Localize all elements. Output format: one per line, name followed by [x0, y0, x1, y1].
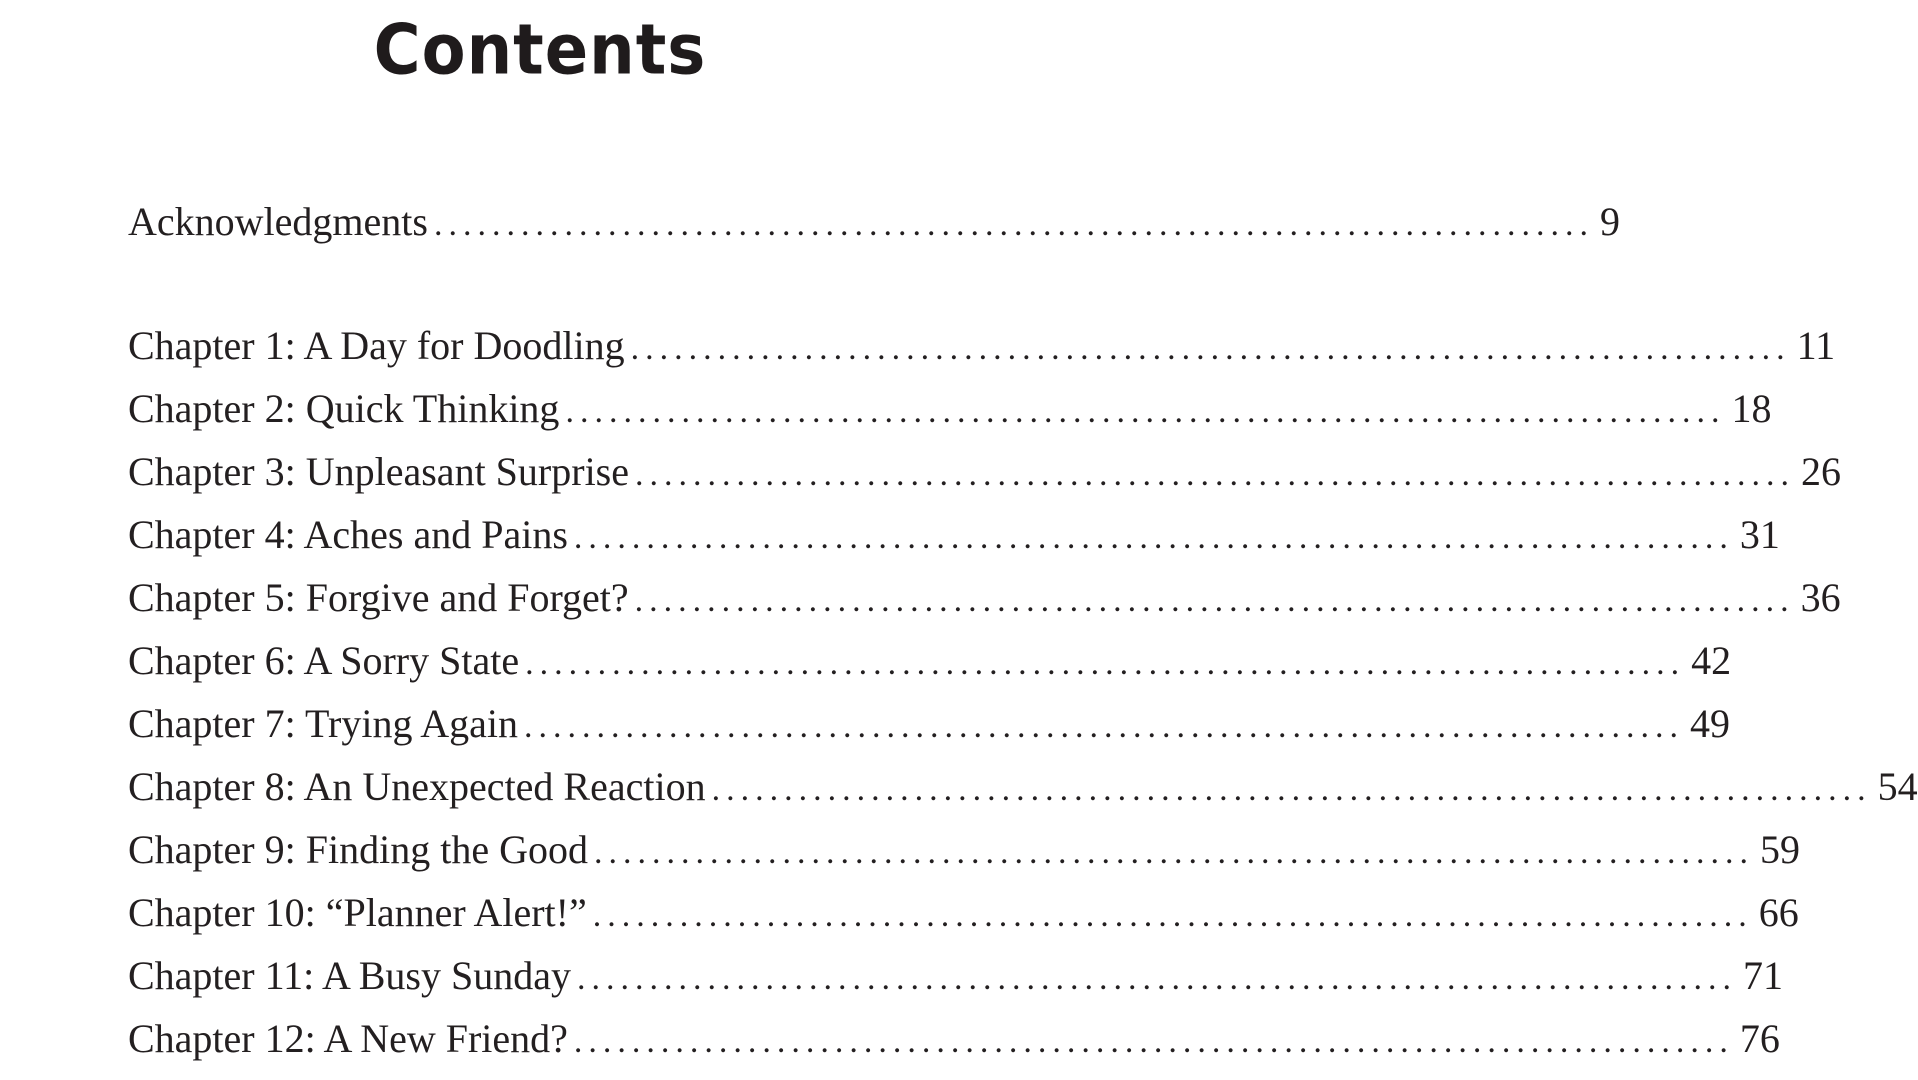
toc-entry	[128, 196, 1620, 259]
toc-entry-label: Chapter 5: Forgive and Forget?	[128, 575, 629, 620]
toc-entry	[128, 446, 1841, 509]
toc-entry-label: Chapter 6: A Sorry State	[128, 638, 520, 683]
dot-leader: ................................................................................	[524, 708, 1685, 745]
page-title: Contents	[373, 11, 707, 91]
dot-leader: ................................................................................	[565, 393, 1726, 430]
toc-entry-label: Chapter 3: Unpleasant Surprise	[128, 449, 629, 494]
toc-entry	[128, 635, 1732, 698]
dot-leader: ................................................................................	[630, 330, 1791, 367]
toc-entry-page: 49	[1690, 701, 1731, 746]
toc-entry-page: 59	[1759, 827, 1800, 872]
dot-leader: ................................................................................	[711, 771, 1872, 808]
toc-entry-page: 42	[1691, 638, 1732, 683]
toc-entry-page: 9	[1599, 199, 1620, 244]
toc-entry	[128, 950, 1783, 1013]
toc-entry-page: 26	[1801, 449, 1841, 494]
front-matter-list	[128, 196, 1620, 259]
dot-leader: ................................................................................	[573, 1023, 1734, 1060]
toc-entry-label: Chapter 7: Trying Again	[128, 701, 519, 746]
toc-entry-page: 71	[1742, 953, 1783, 998]
toc-entry	[128, 383, 1772, 446]
toc-entry-page: 18	[1731, 386, 1772, 431]
toc-entry-page: 76	[1739, 1016, 1780, 1061]
toc-entry	[128, 572, 1841, 635]
toc-entry-page: 31	[1739, 512, 1780, 557]
dot-leader: ................................................................................	[634, 582, 1795, 619]
toc-entry	[128, 761, 1918, 824]
toc-entry	[128, 1013, 1780, 1076]
toc-entry-label: Chapter 10: “Planner Alert!”	[128, 890, 587, 935]
dot-leader: ................................................................................	[433, 206, 1594, 243]
toc-entry-label: Chapter 12: A New Friend?	[128, 1016, 568, 1061]
dot-leader: ................................................................................	[593, 834, 1754, 871]
chapter-list	[128, 320, 1918, 1076]
toc-entry-label: Chapter 9: Finding the Good	[128, 827, 588, 872]
toc-entry-label: Chapter 2: Quick Thinking	[128, 386, 560, 431]
dot-leader: ................................................................................	[525, 645, 1686, 682]
toc-entry-label: Chapter 4: Aches and Pains	[128, 512, 568, 557]
dot-leader: ................................................................................	[635, 456, 1795, 493]
toc-entry	[128, 320, 1836, 383]
toc-entry-label: Chapter 11: A Busy Sunday	[128, 953, 571, 998]
toc-entry-page: 36	[1800, 575, 1841, 620]
toc-entry	[128, 698, 1731, 761]
toc-entry-label: Acknowledgments	[128, 199, 428, 244]
toc-entry-label: Chapter 8: An Unexpected Reaction	[128, 764, 706, 809]
dot-leader: ................................................................................	[592, 897, 1753, 934]
dot-leader: ................................................................................	[573, 519, 1734, 556]
toc-entry	[128, 887, 1799, 950]
toc-entry-page: 54	[1877, 764, 1918, 809]
toc-entry-label: Chapter 1: A Day for Doodling	[128, 323, 625, 368]
toc-entry	[128, 509, 1780, 572]
dot-leader: ................................................................................	[576, 960, 1737, 997]
toc-entry-page: 11	[1796, 323, 1836, 368]
toc-entry	[128, 824, 1800, 887]
toc-entry-page: 66	[1758, 890, 1799, 935]
